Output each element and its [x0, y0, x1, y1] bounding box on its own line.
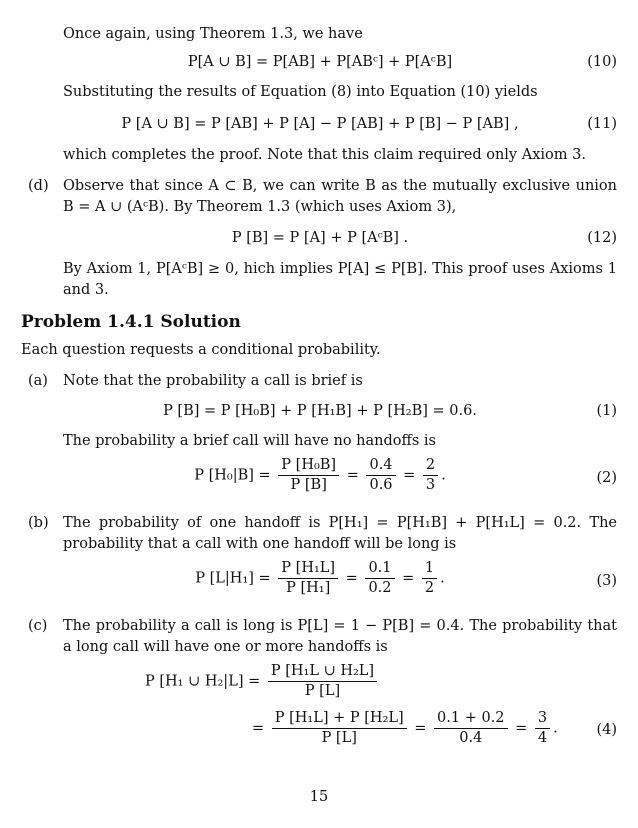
- item-d-line-3: By Axiom 1, P[AᶜB] ≥ 0, hich implies P[A] ≤ P[B]. This proof uses Axioms 1: [63, 261, 617, 277]
- equation-2-fraction-2: $\frac{0.4}{0.6}$: [366, 456, 395, 495]
- equation-11: P [A ∪ B] = P [AB] + P [A] − P [AB] + P [B] − P [AB] ,: [121, 116, 519, 132]
- equation-4-lhs: P [H₁ ∪ H₂|L] =: [145, 673, 261, 690]
- equation-3-fraction-1: $\frac{\text{P [H₁L]}}{\text{P [H₁]}}$: [278, 559, 338, 598]
- item-b-label: (b): [28, 515, 49, 531]
- equation-4-row-2: = $\frac{\text{P [H₁L] + P [H₂L]}}{P [L]}$ = $\frac{0.1 + 0.2}{0.4}$ = $\frac{3}{4}$ .: [252, 710, 558, 746]
- equation-10: P[A ∪ B] = P[AB] + P[ABᶜ] + P[AᶜB]: [187, 54, 453, 70]
- equation-4-row-1: [145, 662, 380, 701]
- equation-2: P [H₀|B] = $\frac{\text{P [H₀B]}}{P [B]}$ = $\frac{0.4}{0.6}$ = $\frac{2}{3}$ .: [194, 457, 446, 493]
- equation-12-number: (12): [587, 230, 617, 246]
- equation-4-fraction-3: $\frac{0.1 + 0.2}{0.4}$: [434, 709, 508, 748]
- item-c-line-1: The probability a call is long is P[L] = 1 − P[B] = 0.4. The probability that: [63, 618, 617, 634]
- section-intro: Each question requests a conditional probability.: [21, 342, 381, 358]
- equation-2-fraction-3: $\frac{2}{3}$: [423, 456, 438, 495]
- equation-12: P [B] = P [A] + P [AᶜB] .: [231, 230, 409, 246]
- item-b-line-1: The probability of one handoff is P[H₁] = P[H₁B] + P[H₁L] = 0.2. The: [63, 515, 617, 531]
- item-b-line-2: probability that a call with one handoff will be long is: [63, 536, 457, 552]
- item-d-label: (d): [28, 178, 49, 194]
- section-title: Problem 1.4.1 Solution: [21, 312, 241, 332]
- equation-3-number: (3): [596, 573, 617, 589]
- equation-4-fraction-4: $\frac{3}{4}$: [535, 709, 550, 748]
- equation-10-number: (10): [587, 54, 617, 70]
- equation-3-fraction-2: $\frac{0.1}{0.2}$: [365, 559, 394, 598]
- item-d-line-1: Observe that since A ⊂ B, we can write B as the mutually exclusive union: [63, 178, 617, 194]
- equation-3-fraction-3: $\frac{1}{2}$: [422, 559, 437, 598]
- equation-2-lhs: P [H₀|B] =: [194, 467, 271, 484]
- item-a-line-1: Note that the probability a call is brief is: [63, 373, 363, 389]
- para-completes-proof: which completes the proof. Note that this claim required only Axiom 3.: [63, 147, 586, 163]
- equation-2-fraction-1: $\frac{\text{P [H₀B]}}{P [B]}$: [278, 456, 339, 495]
- equation-3: P [L|H₁] = $\frac{\text{P [H₁L]}}{\text{P [H₁]}}$ = $\frac{0.1}{0.2}$ = $\frac{1}{2}$ .: [195, 560, 445, 596]
- equation-11-number: (11): [587, 116, 617, 132]
- para-theorem-intro: Once again, using Theorem 1.3, we have: [63, 26, 363, 42]
- para-substituting: Substituting the results of Equation (8) into Equation (10) yields: [63, 84, 538, 100]
- equation-1-number: (1): [596, 403, 617, 419]
- equation-4-fraction-2: $\frac{\text{P [H₁L] + P [H₂L]}}{P [L]}$: [272, 709, 407, 748]
- item-c-label: (c): [28, 618, 48, 634]
- item-d-line-2: B = A ∪ (AᶜB). By Theorem 1.3 (which uses Axiom 3),: [63, 199, 457, 215]
- item-c-line-2: a long call will have one or more handoffs is: [63, 639, 388, 655]
- item-a-line-2: The probability a brief call will have no handoffs is: [63, 433, 436, 449]
- equation-2-number: (2): [596, 470, 617, 486]
- equation-4-fraction-1: $\frac{\text{P [H₁L ∪ H₂L]}}{P [L]}$: [268, 662, 377, 701]
- item-d-line-4: and 3.: [63, 282, 109, 298]
- item-a-label: (a): [28, 373, 48, 389]
- page-number: 15: [309, 789, 329, 805]
- equation-4-number: (4): [596, 722, 617, 738]
- equation-3-lhs: P [L|H₁] =: [195, 570, 271, 587]
- equation-1: P [B] = P [H₀B] + P [H₁B] + P [H₂B] = 0.6.: [163, 403, 477, 419]
